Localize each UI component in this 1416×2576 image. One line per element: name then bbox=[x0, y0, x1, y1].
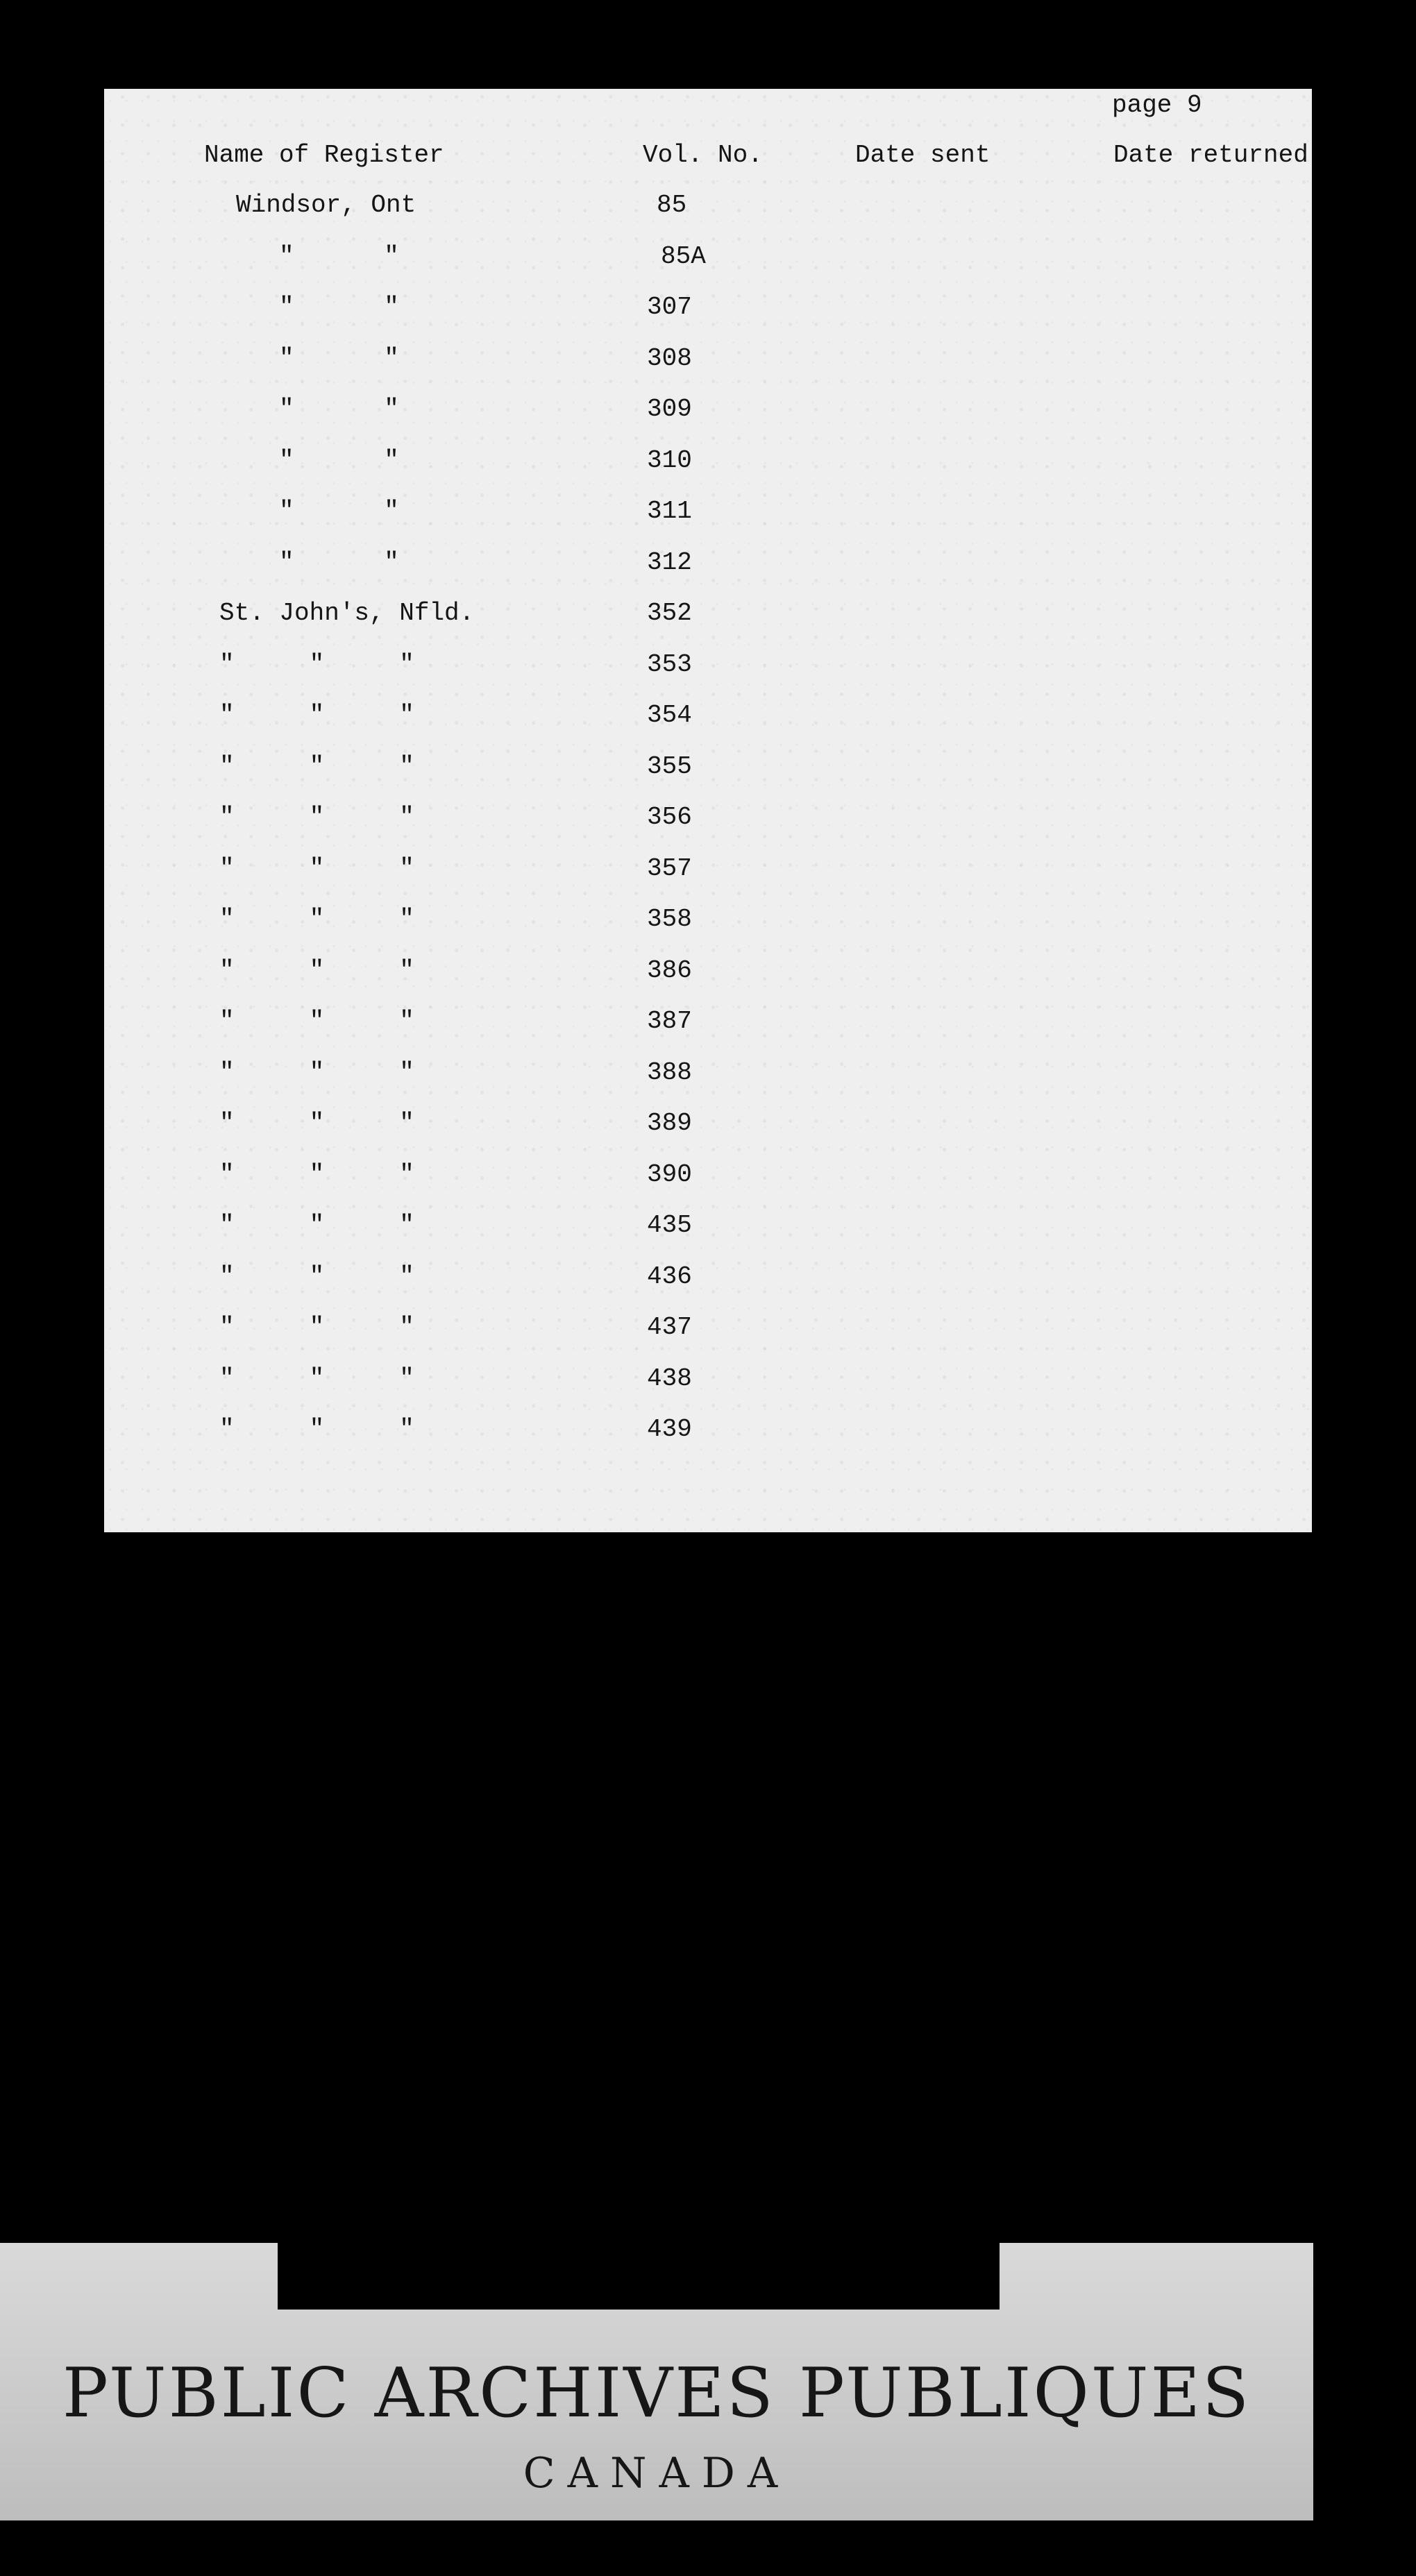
volume-number: 85 bbox=[657, 191, 687, 219]
register-name: " " " bbox=[219, 650, 414, 679]
volume-number: 352 bbox=[647, 599, 692, 627]
register-name: " " bbox=[279, 242, 399, 271]
register-name: " " " bbox=[219, 1058, 414, 1087]
list-item bbox=[104, 754, 1312, 796]
list-item bbox=[104, 907, 1312, 949]
header-vol-no: Vol. No. bbox=[643, 141, 763, 169]
register-name: " " bbox=[279, 446, 399, 475]
list-item bbox=[104, 499, 1312, 541]
register-name: " " " bbox=[219, 854, 414, 883]
list-item bbox=[104, 856, 1312, 898]
register-name: St. John's, Nfld. bbox=[219, 599, 475, 627]
list-item bbox=[104, 703, 1312, 745]
register-name: " " bbox=[279, 548, 399, 577]
list-item bbox=[104, 1417, 1312, 1459]
list-item bbox=[104, 1366, 1312, 1408]
volume-number: 388 bbox=[647, 1058, 692, 1087]
list-item bbox=[104, 958, 1312, 1000]
register-name: " " " bbox=[219, 803, 414, 831]
volume-number: 358 bbox=[647, 905, 692, 933]
label-notch bbox=[278, 2243, 1000, 2310]
list-item bbox=[104, 1060, 1312, 1102]
volume-number: 435 bbox=[647, 1211, 692, 1239]
list-item bbox=[104, 1264, 1312, 1306]
register-name: " " " bbox=[219, 956, 414, 985]
register-name: " " " bbox=[219, 1007, 414, 1035]
list-item bbox=[104, 1162, 1312, 1204]
volume-number: 309 bbox=[647, 395, 692, 423]
list-item bbox=[104, 295, 1312, 337]
volume-number: 354 bbox=[647, 701, 692, 729]
header-date-returned: Date returned bbox=[1113, 141, 1308, 169]
register-name: Windsor, Ont bbox=[236, 191, 416, 219]
volume-number: 390 bbox=[647, 1160, 692, 1189]
register-name: " " " bbox=[219, 1364, 414, 1393]
volume-number: 355 bbox=[647, 752, 692, 781]
volume-number: 437 bbox=[647, 1313, 692, 1341]
register-name: " " " bbox=[219, 1109, 414, 1137]
register-name: " " " bbox=[219, 1415, 414, 1443]
list-item bbox=[104, 550, 1312, 592]
volume-number: 438 bbox=[647, 1364, 692, 1393]
page-number: page 9 bbox=[1112, 91, 1202, 119]
volume-number: 439 bbox=[647, 1415, 692, 1443]
register-name: " " bbox=[279, 293, 399, 321]
register-name: " " bbox=[279, 497, 399, 525]
register-name: " " " bbox=[219, 1313, 414, 1341]
register-name: " " " bbox=[219, 905, 414, 933]
list-item bbox=[104, 1009, 1312, 1051]
list-item bbox=[104, 1213, 1312, 1255]
volume-number: 356 bbox=[647, 803, 692, 831]
register-name: " " " bbox=[219, 1211, 414, 1239]
register-name: " " " bbox=[219, 701, 414, 729]
header-date-sent: Date sent bbox=[855, 141, 991, 169]
register-page bbox=[104, 89, 1312, 1532]
volume-number: 387 bbox=[647, 1007, 692, 1035]
volume-number: 312 bbox=[647, 548, 692, 577]
list-item bbox=[104, 652, 1312, 694]
list-item bbox=[104, 448, 1312, 490]
register-name: " " bbox=[279, 344, 399, 373]
archive-label-line1: PUBLIC ARCHIVES PUBLIQUES bbox=[62, 2354, 1251, 2433]
list-item bbox=[104, 1111, 1312, 1153]
volume-number: 357 bbox=[647, 854, 692, 883]
list-item bbox=[104, 244, 1312, 286]
list-item bbox=[104, 601, 1312, 643]
archive-label bbox=[0, 2243, 1313, 2520]
volume-number: 389 bbox=[647, 1109, 692, 1137]
list-item bbox=[104, 805, 1312, 847]
header-name-of-register: Name of Register bbox=[204, 141, 444, 169]
volume-number: 310 bbox=[647, 446, 692, 475]
list-item bbox=[104, 346, 1312, 388]
register-name: " " " bbox=[219, 752, 414, 781]
volume-number: 386 bbox=[647, 956, 692, 985]
volume-number: 436 bbox=[647, 1262, 692, 1291]
register-name: " " bbox=[279, 395, 399, 423]
list-item bbox=[104, 193, 1312, 235]
volume-number: 353 bbox=[647, 650, 692, 679]
volume-number: 85A bbox=[661, 242, 706, 271]
archive-label-line2: CANADA bbox=[523, 2449, 791, 2498]
volume-number: 308 bbox=[647, 344, 692, 373]
volume-number: 311 bbox=[647, 497, 692, 525]
register-name: " " " bbox=[219, 1262, 414, 1291]
list-item bbox=[104, 1315, 1312, 1357]
register-name: " " " bbox=[219, 1160, 414, 1189]
list-item bbox=[104, 397, 1312, 439]
volume-number: 307 bbox=[647, 293, 692, 321]
